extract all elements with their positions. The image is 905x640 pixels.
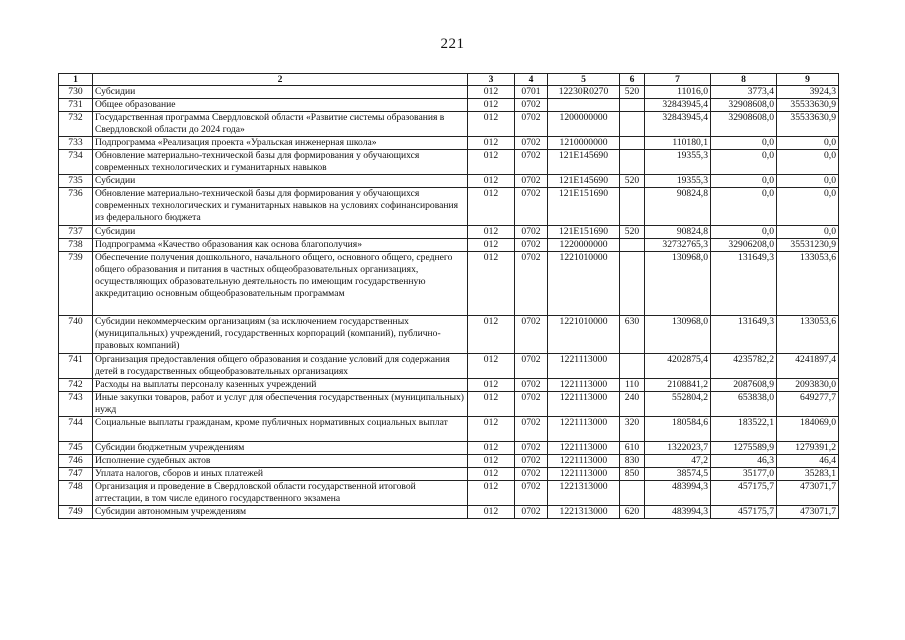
column-header: 7	[645, 74, 711, 86]
page-number: 221	[440, 36, 465, 52]
amount-col9-cell: 35533630,9	[777, 112, 839, 137]
expense-type-cell	[620, 112, 645, 137]
amount-col8-cell: 32908608,0	[711, 99, 777, 112]
column-header: 5	[548, 74, 620, 86]
row-number-cell: 745	[59, 442, 93, 455]
admin-code-cell: 012	[468, 392, 515, 417]
target-article-cell: 121E151690	[548, 188, 620, 226]
expense-type-cell: 520	[620, 226, 645, 239]
target-article-cell: 1221010000	[548, 316, 620, 354]
row-name-cell: Субсидии некоммерческим организациям (за исключением государственных (муниципальных) учреждений, государственных корпораций (компаний), публично-правовых компаний)	[93, 316, 468, 354]
admin-code-cell: 012	[468, 99, 515, 112]
admin-code-cell: 012	[468, 354, 515, 379]
admin-code-cell: 012	[468, 468, 515, 481]
expense-type-cell: 850	[620, 468, 645, 481]
target-article-cell: 1221113000	[548, 417, 620, 442]
amount-col8-cell: 0,0	[711, 150, 777, 175]
amount-col8-cell: 32908608,0	[711, 112, 777, 137]
amount-col7-cell: 1322023,7	[645, 442, 711, 455]
amount-col7-cell: 90824,8	[645, 188, 711, 226]
section-code-cell: 0702	[515, 392, 548, 417]
target-article-cell: 1220000000	[548, 239, 620, 252]
row-number-cell: 731	[59, 99, 93, 112]
amount-col7-cell: 32843945,4	[645, 99, 711, 112]
section-code-cell: 0702	[515, 379, 548, 392]
amount-col8-cell: 131649,3	[711, 252, 777, 316]
amount-col7-cell: 19355,3	[645, 175, 711, 188]
table-row	[59, 379, 839, 392]
row-name-cell: Субсидии	[93, 86, 468, 99]
column-header: 2	[93, 74, 468, 86]
admin-code-cell: 012	[468, 188, 515, 226]
table-row	[59, 481, 839, 506]
column-header: 4	[515, 74, 548, 86]
section-code-cell: 0702	[515, 175, 548, 188]
expense-type-cell	[620, 99, 645, 112]
section-code-cell: 0702	[515, 99, 548, 112]
amount-col7-cell: 19355,3	[645, 150, 711, 175]
expense-type-cell: 320	[620, 417, 645, 442]
row-name-cell: Субсидии бюджетным учреждениям	[93, 442, 468, 455]
admin-code-cell: 012	[468, 379, 515, 392]
expense-type-cell: 240	[620, 392, 645, 417]
section-code-cell: 0702	[515, 354, 548, 379]
table-row	[59, 188, 839, 226]
row-number-cell: 730	[59, 86, 93, 99]
target-article-cell: 1221113000	[548, 442, 620, 455]
section-code-cell: 0702	[515, 442, 548, 455]
row-name-cell: Обновление материально-технической базы для формирования у обучающихся современных технологических и гуманитарных навыков	[93, 150, 468, 175]
expense-type-cell	[620, 239, 645, 252]
amount-col7-cell: 483994,3	[645, 481, 711, 506]
table-row	[59, 150, 839, 175]
amount-col7-cell: 180584,6	[645, 417, 711, 442]
admin-code-cell: 012	[468, 175, 515, 188]
section-code-cell: 0702	[515, 316, 548, 354]
row-name-cell: Субсидии	[93, 226, 468, 239]
row-name-cell: Уплата налогов, сборов и иных платежей	[93, 468, 468, 481]
amount-col9-cell: 0,0	[777, 226, 839, 239]
amount-col9-cell: 184069,0	[777, 417, 839, 442]
table-row	[59, 137, 839, 150]
target-article-cell: 121E151690	[548, 226, 620, 239]
row-name-cell: Обеспечение получения дошкольного, начального общего, основного общего, среднего общего образования и питания в частных общеобразовательных организациях, осуществляющих образовательную деятельность по имеющим государственную аккредитацию основным общеобразовательным программам	[93, 252, 468, 316]
table-row	[59, 354, 839, 379]
column-header: 1	[59, 74, 93, 86]
amount-col9-cell: 1279391,2	[777, 442, 839, 455]
table-row	[59, 417, 839, 442]
admin-code-cell: 012	[468, 252, 515, 316]
admin-code-cell: 012	[468, 112, 515, 137]
expense-type-cell	[620, 150, 645, 175]
table-row	[59, 442, 839, 455]
amount-col9-cell: 0,0	[777, 137, 839, 150]
expense-type-cell: 620	[620, 506, 645, 519]
row-name-cell: Расходы на выплаты персоналу казенных учреждений	[93, 379, 468, 392]
row-number-cell: 737	[59, 226, 93, 239]
amount-col9-cell: 3924,3	[777, 86, 839, 99]
row-number-cell: 742	[59, 379, 93, 392]
expense-type-cell: 520	[620, 175, 645, 188]
target-article-cell: 1200000000	[548, 112, 620, 137]
amount-col7-cell: 4202875,4	[645, 354, 711, 379]
amount-col9-cell: 35531230,9	[777, 239, 839, 252]
amount-col9-cell: 35533630,9	[777, 99, 839, 112]
table-body	[59, 86, 839, 519]
row-name-cell: Субсидии	[93, 175, 468, 188]
amount-col7-cell: 90824,8	[645, 226, 711, 239]
admin-code-cell: 012	[468, 316, 515, 354]
table-row	[59, 112, 839, 137]
amount-col7-cell: 32732765,3	[645, 239, 711, 252]
amount-col8-cell: 653838,0	[711, 392, 777, 417]
target-article-cell: 1221113000	[548, 468, 620, 481]
row-number-cell: 735	[59, 175, 93, 188]
admin-code-cell: 012	[468, 417, 515, 442]
amount-col7-cell: 38574,5	[645, 468, 711, 481]
admin-code-cell: 012	[468, 86, 515, 99]
amount-col8-cell: 32906208,0	[711, 239, 777, 252]
section-code-cell: 0702	[515, 468, 548, 481]
amount-col9-cell: 649277,7	[777, 392, 839, 417]
admin-code-cell: 012	[468, 239, 515, 252]
row-number-cell: 749	[59, 506, 93, 519]
section-code-cell: 0702	[515, 239, 548, 252]
table-row	[59, 226, 839, 239]
row-number-cell: 743	[59, 392, 93, 417]
amount-col8-cell: 4235782,2	[711, 354, 777, 379]
target-article-cell: 1221113000	[548, 455, 620, 468]
amount-col7-cell: 47,2	[645, 455, 711, 468]
row-name-cell: Обновление материально-технической базы для формирования у обучающихся современных технологических и гуманитарных навыков на условиях софинансирования из федерального бюджета	[93, 188, 468, 226]
amount-col9-cell: 0,0	[777, 150, 839, 175]
row-name-cell: Исполнение судебных актов	[93, 455, 468, 468]
amount-col9-cell: 0,0	[777, 188, 839, 226]
section-code-cell: 0702	[515, 137, 548, 150]
target-article-cell: 1221313000	[548, 481, 620, 506]
amount-col7-cell: 32843945,4	[645, 112, 711, 137]
table-row	[59, 392, 839, 417]
amount-col7-cell: 483994,3	[645, 506, 711, 519]
section-code-cell: 0702	[515, 112, 548, 137]
section-code-cell: 0702	[515, 481, 548, 506]
row-name-cell: Иные закупки товаров, работ и услуг для обеспечения государственных (муниципальных) нужд	[93, 392, 468, 417]
table-row	[59, 468, 839, 481]
section-code-cell: 0702	[515, 455, 548, 468]
amount-col7-cell: 11016,0	[645, 86, 711, 99]
expense-type-cell	[620, 188, 645, 226]
row-number-cell: 741	[59, 354, 93, 379]
section-code-cell: 0701	[515, 86, 548, 99]
amount-col8-cell: 0,0	[711, 175, 777, 188]
expense-type-cell	[620, 137, 645, 150]
table-row	[59, 455, 839, 468]
target-article-cell	[548, 99, 620, 112]
target-article-cell: 1221313000	[548, 506, 620, 519]
column-header: 3	[468, 74, 515, 86]
row-number-cell: 747	[59, 468, 93, 481]
expense-type-cell	[620, 481, 645, 506]
section-code-cell: 0702	[515, 417, 548, 442]
table-row	[59, 86, 839, 99]
table-row	[59, 99, 839, 112]
row-number-cell: 733	[59, 137, 93, 150]
table-row	[59, 239, 839, 252]
row-name-cell: Субсидии автономным учреждениям	[93, 506, 468, 519]
amount-col7-cell: 552804,2	[645, 392, 711, 417]
admin-code-cell: 012	[468, 137, 515, 150]
expense-type-cell: 630	[620, 316, 645, 354]
expense-type-cell: 520	[620, 86, 645, 99]
table-row	[59, 175, 839, 188]
row-number-cell: 739	[59, 252, 93, 316]
row-number-cell: 746	[59, 455, 93, 468]
column-header: 6	[620, 74, 645, 86]
amount-col8-cell: 0,0	[711, 188, 777, 226]
target-article-cell: 12230R0270	[548, 86, 620, 99]
target-article-cell: 121E145690	[548, 175, 620, 188]
row-name-cell: Подпрограмма «Реализация проекта «Уральская инженерная школа»	[93, 137, 468, 150]
amount-col8-cell: 457175,7	[711, 481, 777, 506]
column-header: 9	[777, 74, 839, 86]
amount-col7-cell: 110180,1	[645, 137, 711, 150]
amount-col9-cell: 35283,1	[777, 468, 839, 481]
section-code-cell: 0702	[515, 150, 548, 175]
amount-col9-cell: 2093830,0	[777, 379, 839, 392]
amount-col9-cell: 133053,6	[777, 252, 839, 316]
admin-code-cell: 012	[468, 150, 515, 175]
amount-col9-cell: 46,4	[777, 455, 839, 468]
budget-table	[58, 73, 839, 519]
row-number-cell: 738	[59, 239, 93, 252]
target-article-cell: 1221113000	[548, 379, 620, 392]
expense-type-cell: 610	[620, 442, 645, 455]
row-number-cell: 748	[59, 481, 93, 506]
amount-col8-cell: 2087608,9	[711, 379, 777, 392]
row-number-cell: 732	[59, 112, 93, 137]
admin-code-cell: 012	[468, 226, 515, 239]
expense-type-cell: 110	[620, 379, 645, 392]
admin-code-cell: 012	[468, 506, 515, 519]
admin-code-cell: 012	[468, 442, 515, 455]
table-row	[59, 252, 839, 316]
target-article-cell: 1221010000	[548, 252, 620, 316]
row-number-cell: 734	[59, 150, 93, 175]
section-code-cell: 0702	[515, 506, 548, 519]
row-number-cell: 744	[59, 417, 93, 442]
amount-col8-cell: 183522,1	[711, 417, 777, 442]
expense-type-cell: 830	[620, 455, 645, 468]
section-code-cell: 0702	[515, 188, 548, 226]
target-article-cell: 1221113000	[548, 354, 620, 379]
amount-col9-cell: 0,0	[777, 175, 839, 188]
amount-col8-cell: 457175,7	[711, 506, 777, 519]
admin-code-cell: 012	[468, 455, 515, 468]
table-header-row	[59, 74, 839, 86]
row-name-cell: Социальные выплаты гражданам, кроме публичных нормативных социальных выплат	[93, 417, 468, 442]
target-article-cell: 1221113000	[548, 392, 620, 417]
row-number-cell: 740	[59, 316, 93, 354]
row-name-cell: Государственная программа Свердловской области «Развитие системы образования в Свердловской области до 2024 года»	[93, 112, 468, 137]
admin-code-cell: 012	[468, 481, 515, 506]
column-header: 8	[711, 74, 777, 86]
table-row	[59, 506, 839, 519]
amount-col8-cell: 131649,3	[711, 316, 777, 354]
amount-col9-cell: 473071,7	[777, 481, 839, 506]
expense-type-cell	[620, 252, 645, 316]
section-code-cell: 0702	[515, 252, 548, 316]
amount-col8-cell: 0,0	[711, 137, 777, 150]
amount-col7-cell: 2108841,2	[645, 379, 711, 392]
row-number-cell: 736	[59, 188, 93, 226]
amount-col8-cell: 35177,0	[711, 468, 777, 481]
row-name-cell: Подпрограмма «Качество образования как основа благополучия»	[93, 239, 468, 252]
target-article-cell: 121E145690	[548, 150, 620, 175]
section-code-cell: 0702	[515, 226, 548, 239]
amount-col8-cell: 46,3	[711, 455, 777, 468]
amount-col8-cell: 3773,4	[711, 86, 777, 99]
table-row	[59, 316, 839, 354]
amount-col9-cell: 473071,7	[777, 506, 839, 519]
amount-col8-cell: 0,0	[711, 226, 777, 239]
amount-col9-cell: 133053,6	[777, 316, 839, 354]
row-name-cell: Общее образование	[93, 99, 468, 112]
amount-col7-cell: 130968,0	[645, 252, 711, 316]
amount-col7-cell: 130968,0	[645, 316, 711, 354]
row-name-cell: Организация и проведение в Свердловской области государственной итоговой аттестации, в том числе единого государственного экзамена	[93, 481, 468, 506]
target-article-cell: 1210000000	[548, 137, 620, 150]
expense-type-cell	[620, 354, 645, 379]
row-name-cell: Организация предоставления общего образования и создание условий для содержания детей в государственных общеобразовательных организациях	[93, 354, 468, 379]
amount-col9-cell: 4241897,4	[777, 354, 839, 379]
amount-col8-cell: 1275589,9	[711, 442, 777, 455]
